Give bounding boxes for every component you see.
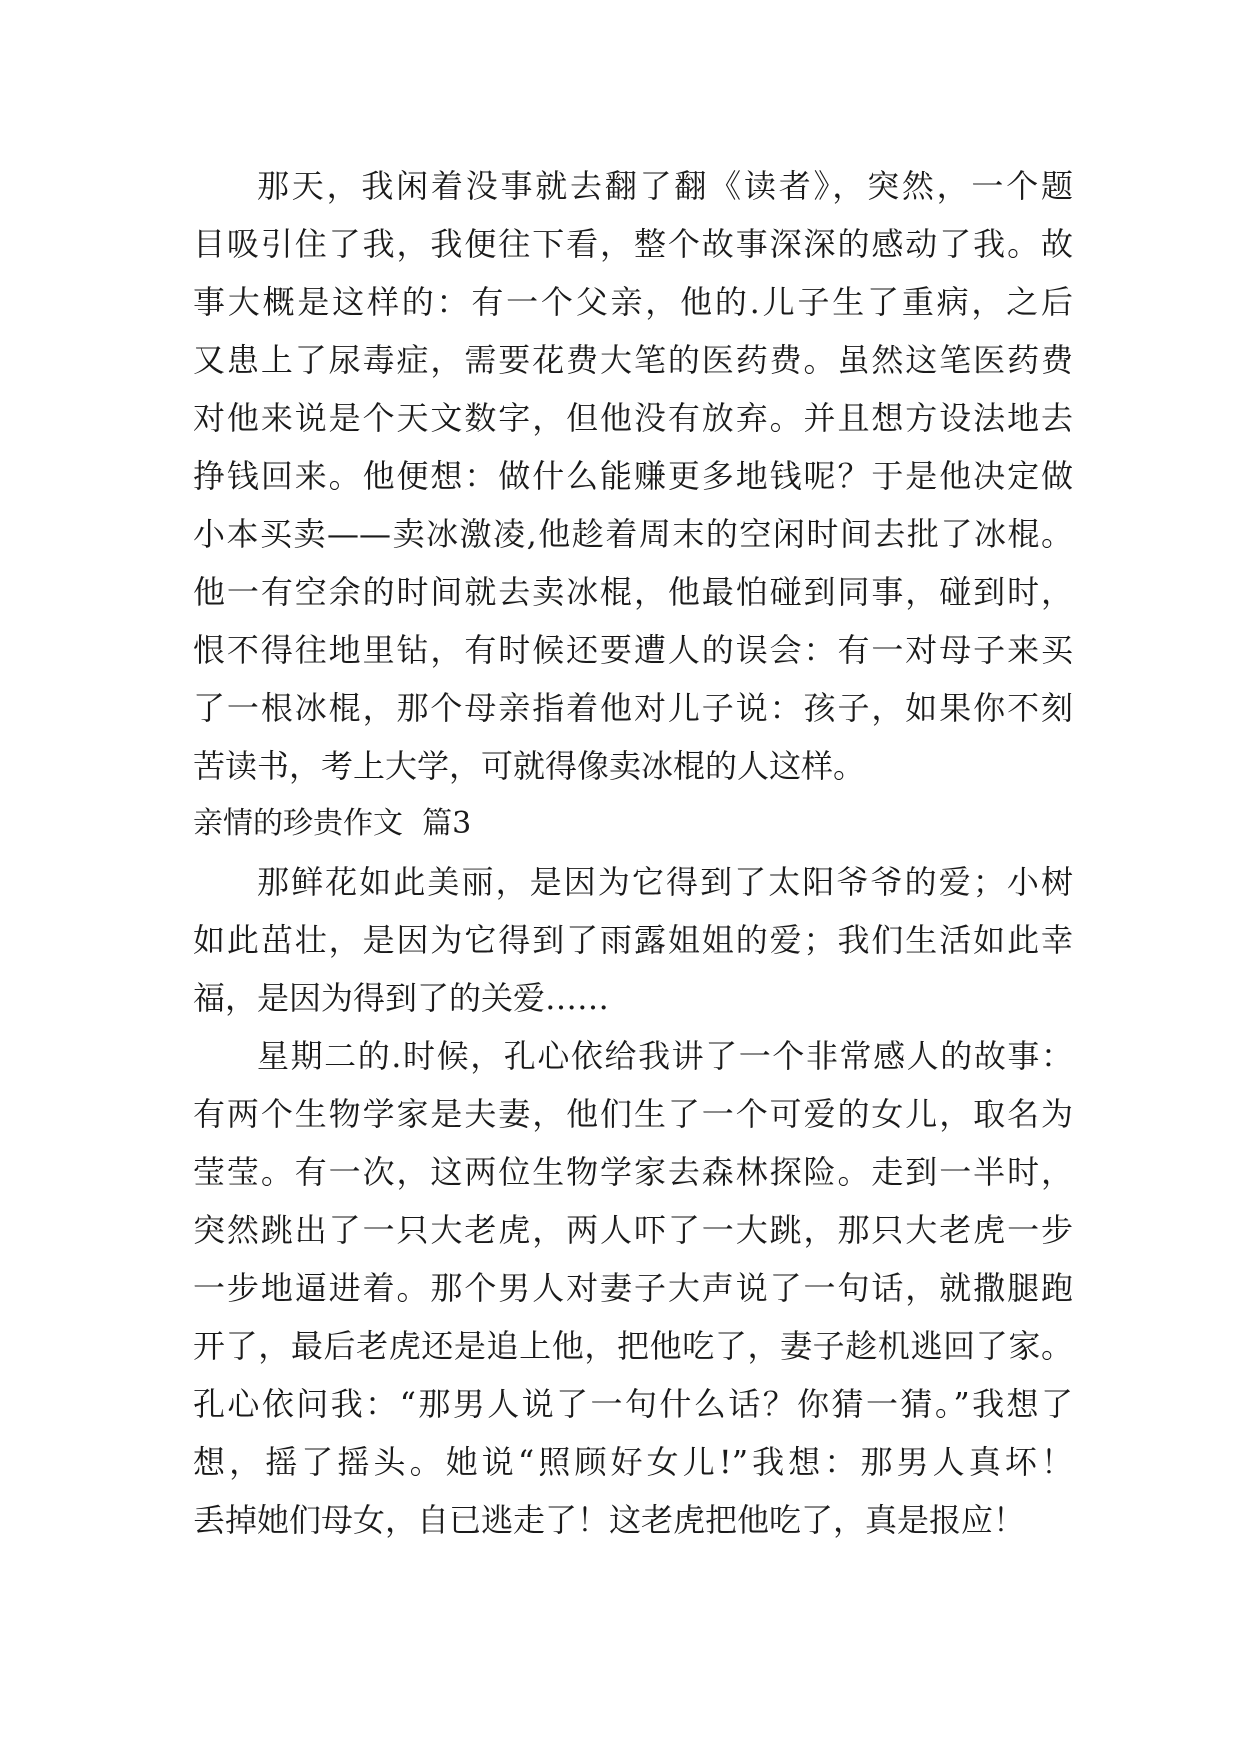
text-line: 突然跳出了一只大老虎，两人吓了一大跳，那只大老虎一步 — [193, 1211, 1073, 1249]
text-line: 丢掉她们母女，自已逃走了！这老虎把他吃了，真是报应！ — [193, 1501, 1026, 1539]
text-line: 对他来说是个天文数字，但他没有放弃。并且想方设法地去 — [193, 399, 1073, 437]
text-line: 莹莹。有一次，这两位生物学家去森林探险。走到一半时， — [193, 1153, 1073, 1191]
text-line: 苦读书，考上大学，可就得像卖冰棍的人这样。 — [193, 747, 866, 785]
text-line: 那鲜花如此美丽，是因为它得到了太阳爷爷的爱；小树 — [257, 863, 1073, 901]
text-line: 事大概是这样的：有一个父亲，他的.儿子生了重病，之后 — [193, 283, 1073, 321]
paragraph-2 — [193, 853, 1073, 1027]
text-line: 一步地逼进着。那个男人对妻子大声说了一句话，就撒腿跑 — [193, 1269, 1073, 1307]
text-line: 福，是因为得到了的关爱…… — [193, 979, 610, 1017]
text-line: 那天，我闲着没事就去翻了翻《读者》，突然，一个题 — [257, 167, 1073, 205]
text-line: 恨不得往地里钻，有时候还要遭人的误会：有一对母子来买 — [193, 631, 1073, 669]
section-heading: 亲情的珍贵作文 篇3 — [193, 806, 472, 841]
document-body — [193, 157, 1073, 1549]
paragraph-3 — [193, 1027, 1073, 1549]
text-line: 有两个生物学家是夫妻，他们生了一个可爱的女儿，取名为 — [193, 1095, 1073, 1133]
text-line: 又患上了尿毒症，需要花费大笔的医药费。虽然这笔医药费 — [193, 341, 1073, 379]
text-line: 他一有空余的时间就去卖冰棍，他最怕碰到同事，碰到时， — [193, 573, 1073, 611]
text-line: 如此茁壮，是因为它得到了雨露姐姐的爱；我们生活如此幸 — [193, 921, 1073, 959]
text-line: 目吸引住了我，我便往下看，整个故事深深的感动了我。故 — [193, 225, 1073, 263]
text-line: 孔心依问我：“那男人说了一句什么话？你猜一猜。”我想了 — [193, 1385, 1073, 1423]
text-line: 了一根冰棍，那个母亲指着他对儿子说：孩子，如果你不刻 — [193, 689, 1073, 727]
paragraph-1 — [193, 157, 1073, 795]
text-line: 星期二的.时候，孔心依给我讲了一个非常感人的故事： — [257, 1037, 1073, 1075]
text-line: 挣钱回来。他便想：做什么能赚更多地钱呢？于是他决定做 — [193, 457, 1073, 495]
text-line: 开了，最后老虎还是追上他，把他吃了，妻子趁机逃回了家。 — [193, 1327, 1073, 1365]
text-line: 小本买卖——卖冰激凌,他趁着周末的空闲时间去批了冰棍。 — [193, 515, 1073, 553]
text-line: 想，摇了摇头。她说“照顾好女儿!”我想：那男人真坏！ — [193, 1443, 1073, 1481]
